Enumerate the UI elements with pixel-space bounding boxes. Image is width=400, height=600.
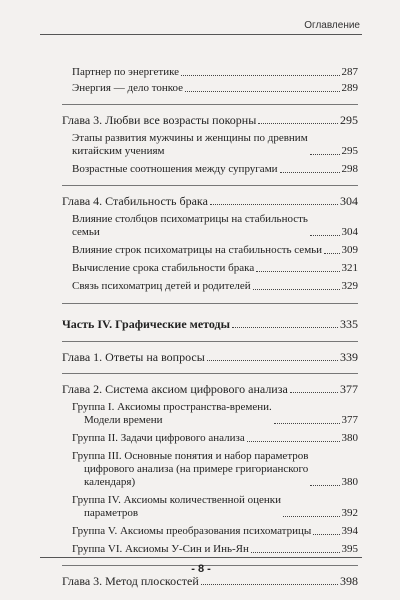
divider	[62, 104, 358, 105]
toc-entry-label: Глава 3. Любви все возрасты покорны	[62, 113, 257, 127]
dot-leader	[207, 360, 338, 361]
toc-entry-label: Глава 3. Метод плоскостей	[62, 574, 199, 588]
divider	[62, 185, 358, 186]
dot-leader	[258, 123, 338, 124]
toc-chapter[interactable]	[62, 195, 358, 208]
toc-entry-label	[72, 132, 308, 158]
toc-entry-page: 392	[341, 507, 358, 519]
dot-leader	[310, 154, 340, 155]
toc-entry-label: Вычисление срока стабильности брака	[72, 262, 255, 274]
toc-entry-label: Партнер по энергетике	[72, 66, 180, 78]
toc-entry-label: Часть IV. Графические методы	[62, 317, 230, 331]
toc-entry-label	[72, 450, 308, 489]
toc-entry-label: Влияние строк психоматрицы на стабильность семьи	[72, 244, 323, 256]
toc-entry[interactable]	[72, 82, 358, 95]
label-line: китайским учениям	[72, 145, 165, 157]
toc-entry-page: 329	[341, 280, 358, 292]
toc-entry[interactable]	[72, 132, 358, 158]
toc-chapter[interactable]	[62, 351, 358, 364]
dot-leader	[251, 552, 340, 553]
toc-entry-page: 377	[341, 414, 358, 426]
toc-entry-label: Группа V. Аксиомы преобразования психоматрицы	[72, 525, 312, 537]
dot-leader	[274, 423, 340, 424]
toc-part[interactable]	[62, 318, 358, 331]
label-line: Влияние столбцов психоматрицы на стабильность	[72, 213, 308, 225]
label-line: Этапы развития мужчины и женщины по древним	[72, 132, 308, 144]
table-of-contents	[62, 66, 358, 588]
page-number: - 8 -	[191, 563, 211, 575]
dot-leader	[283, 516, 340, 517]
toc-entry[interactable]	[72, 494, 358, 520]
toc-entry-page: 298	[341, 163, 358, 175]
toc-entry-label: Глава 2. Система аксиом цифрового анализа	[62, 382, 288, 396]
toc-entry-page: 398	[340, 574, 358, 588]
toc-entry[interactable]	[72, 525, 358, 538]
dot-leader	[310, 235, 340, 236]
toc-entry-page: 380	[341, 432, 358, 444]
dot-leader	[310, 485, 339, 486]
label-line: Группа I. Аксиомы пространства-времени.	[72, 401, 272, 413]
toc-entry-page: 380	[341, 476, 358, 488]
toc-chapter[interactable]	[62, 383, 358, 396]
toc-entry-page: 295	[341, 145, 358, 157]
dot-leader	[324, 253, 339, 254]
toc-entry-page: 395	[341, 543, 358, 555]
dot-leader	[247, 441, 340, 442]
label-line: календаря)	[84, 476, 136, 488]
dot-leader	[256, 271, 339, 272]
toc-entry-label: Группа VI. Аксиомы У-Син и Инь-Ян	[72, 543, 249, 555]
toc-entry-page: 339	[340, 350, 358, 364]
toc-entry[interactable]	[72, 66, 358, 79]
toc-entry[interactable]	[72, 543, 358, 556]
toc-entry-page: 309	[341, 244, 358, 256]
toc-entry[interactable]	[72, 280, 358, 293]
label-line: семьи	[72, 226, 100, 238]
label-line: Группа III. Основные понятия и набор параметров	[72, 450, 309, 462]
page-footer	[40, 557, 362, 580]
dot-leader	[253, 289, 340, 290]
divider	[62, 303, 358, 304]
toc-entry-label	[72, 494, 281, 520]
dot-leader	[313, 534, 339, 535]
dot-leader	[210, 204, 338, 205]
divider	[62, 341, 358, 342]
toc-entry-label: Глава 4. Стабильность брака	[62, 194, 208, 208]
toc-entry[interactable]	[72, 244, 358, 257]
toc-entry-label	[72, 401, 272, 427]
dot-leader	[232, 327, 338, 328]
toc-entry-page: 377	[340, 382, 358, 396]
toc-entry-page: 321	[341, 262, 358, 274]
toc-chapter[interactable]	[62, 114, 358, 127]
toc-entry-page: 304	[340, 194, 358, 208]
toc-entry-label: Группа II. Задачи цифрового анализа	[72, 432, 245, 444]
label-line: Группа IV. Аксиомы количественной оценки	[72, 494, 281, 506]
toc-entry-page: 289	[341, 82, 358, 94]
toc-entry[interactable]	[72, 262, 358, 275]
toc-entry[interactable]	[72, 401, 358, 427]
dot-leader	[280, 172, 340, 173]
toc-entry[interactable]	[72, 213, 358, 239]
divider	[62, 373, 358, 374]
toc-entry[interactable]	[72, 163, 358, 176]
dot-leader	[185, 91, 339, 92]
toc-entry-label: Энергия — дело тонкое	[72, 82, 184, 94]
dot-leader	[201, 584, 338, 585]
dot-leader	[181, 75, 339, 76]
toc-entry-page: 287	[341, 66, 358, 78]
toc-entry-page: 304	[341, 226, 358, 238]
toc-entry-label: Возрастные соотношения между супругами	[72, 163, 278, 175]
label-line: цифрового анализа (на примере григорианского	[84, 463, 309, 475]
label-line: параметров	[84, 507, 139, 519]
toc-entry-page: 394	[341, 525, 358, 537]
toc-entry-label: Глава 1. Ответы на вопросы	[62, 350, 205, 364]
dot-leader	[290, 392, 338, 393]
running-title: Оглавление	[304, 20, 360, 31]
toc-entry-label	[72, 213, 308, 239]
toc-entry-label: Связь психоматриц детей и родителей	[72, 280, 251, 292]
toc-entry-page: 335	[340, 317, 358, 331]
page-header	[40, 8, 362, 35]
label-line: Модели времени	[84, 414, 163, 426]
toc-entry[interactable]	[72, 450, 358, 489]
toc-entry[interactable]	[72, 432, 358, 445]
toc-entry-page: 295	[340, 113, 358, 127]
